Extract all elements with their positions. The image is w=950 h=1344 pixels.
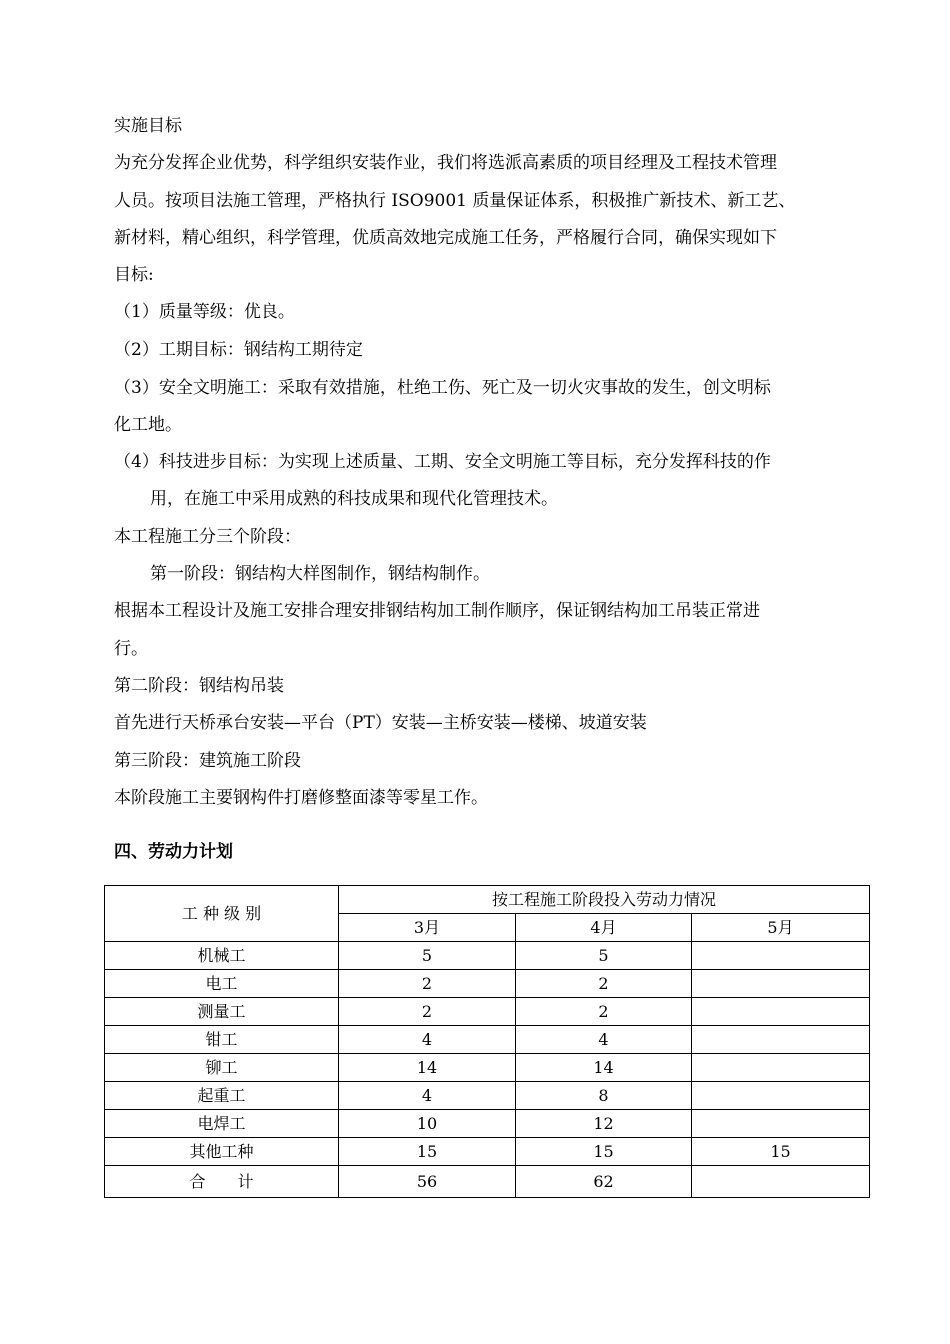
cell-value: 2 <box>339 998 516 1026</box>
paragraph-line: 本工程施工分三个阶段： <box>114 527 301 547</box>
cell-value: 15 <box>516 1138 692 1166</box>
paragraph-line: 目标: <box>114 265 154 285</box>
cell-value: 14 <box>516 1054 692 1082</box>
table-row <box>105 1054 870 1082</box>
section-heading: 四、劳动力计划 <box>114 842 233 862</box>
labor-plan-table <box>104 885 870 1198</box>
paragraph-line: 化工地。 <box>114 415 182 435</box>
cell-value: 2 <box>516 998 692 1026</box>
cell-value: 15 <box>339 1138 516 1166</box>
cell-value <box>692 1110 870 1138</box>
paragraph-line: 首先进行天桥承台安装—平台（PT）安装—主桥安装—楼梯、坡道安装 <box>114 713 647 733</box>
cell-value <box>692 1026 870 1054</box>
paragraph-line: 行。 <box>114 639 148 659</box>
cell-value: 4 <box>516 1026 692 1054</box>
table-row <box>105 1026 870 1054</box>
table-row <box>105 970 870 998</box>
table-total-row <box>105 1166 870 1198</box>
paragraph-line: 人员。按项目法施工管理，严格执行 ISO9001 质量保证体系，积极推广新技术、新工艺、 <box>114 191 796 211</box>
paragraph-line: 根据本工程设计及施工安排合理安排钢结构加工制作顺序，保证钢结构加工吊装正常进 <box>114 601 760 621</box>
cell-value: 5 <box>516 942 692 970</box>
cell-value: 8 <box>516 1082 692 1110</box>
cell-value: 12 <box>516 1110 692 1138</box>
cell-value: 2 <box>516 970 692 998</box>
cell-value: 4 <box>339 1082 516 1110</box>
cell-value <box>692 970 870 998</box>
cell-value <box>692 942 870 970</box>
total-value: 62 <box>516 1166 692 1198</box>
cell-value: 5 <box>339 942 516 970</box>
list-item-safety: （3）安全文明施工：采取有效措施，杜绝工伤、死亡及一切火灾事故的发生，创文明标 <box>114 378 771 398</box>
paragraph-line: 为充分发挥企业优势，科学组织安装作业，我们将选派高素质的项目经理及工程技术管理 <box>114 153 777 173</box>
stage-one-line: 第一阶段：钢结构大样图制作，钢结构制作。 <box>150 564 490 584</box>
table-row <box>105 1082 870 1110</box>
header-group: 按工程施工阶段投入劳动力情况 <box>339 886 870 914</box>
total-label: 合 计 <box>105 1166 339 1198</box>
list-item-schedule: （2）工期目标：钢结构工期待定 <box>114 340 363 360</box>
cell-value <box>692 1054 870 1082</box>
stage-two-line: 第二阶段：钢结构吊装 <box>114 676 284 696</box>
cell-value: 15 <box>692 1138 870 1166</box>
header-month: 4月 <box>516 914 692 942</box>
table-row <box>105 1110 870 1138</box>
paragraph-line: 本阶段施工主要钢构件打磨修整面漆等零星工作。 <box>114 788 488 808</box>
table-row <box>105 998 870 1026</box>
cell-value: 10 <box>339 1110 516 1138</box>
table-row <box>105 942 870 970</box>
paragraph-line: 新材料，精心组织，科学管理，优质高效地完成施工任务，严格履行合同，确保实现如下 <box>114 228 777 248</box>
table-row <box>105 1138 870 1166</box>
header-month: 5月 <box>692 914 870 942</box>
cell-value: 14 <box>339 1054 516 1082</box>
header-month: 3月 <box>339 914 516 942</box>
paragraph-line: 用，在施工中采用成熟的科技成果和现代化管理技术。 <box>150 489 558 509</box>
cell-value <box>692 1082 870 1110</box>
list-item-quality: （1）质量等级：优良。 <box>114 302 295 322</box>
cell-value <box>692 998 870 1026</box>
trade-name: 测量工 <box>105 998 339 1026</box>
trade-name: 电工 <box>105 970 339 998</box>
stage-three-line: 第三阶段：建筑施工阶段 <box>114 751 301 771</box>
trade-name: 铆工 <box>105 1054 339 1082</box>
trade-name: 钳工 <box>105 1026 339 1054</box>
table-header-row <box>105 886 870 914</box>
trade-name: 其他工种 <box>105 1138 339 1166</box>
header-trade: 工 种 级 别 <box>105 886 339 942</box>
cell-value: 4 <box>339 1026 516 1054</box>
trade-name: 起重工 <box>105 1082 339 1110</box>
paragraph-line: 实施目标 <box>114 116 182 136</box>
cell-value: 2 <box>339 970 516 998</box>
total-value <box>692 1166 870 1198</box>
total-value: 56 <box>339 1166 516 1198</box>
list-item-technology: （4）科技进步目标：为实现上述质量、工期、安全文明施工等目标，充分发挥科技的作 <box>114 452 771 472</box>
trade-name: 电焊工 <box>105 1110 339 1138</box>
trade-name: 机械工 <box>105 942 339 970</box>
